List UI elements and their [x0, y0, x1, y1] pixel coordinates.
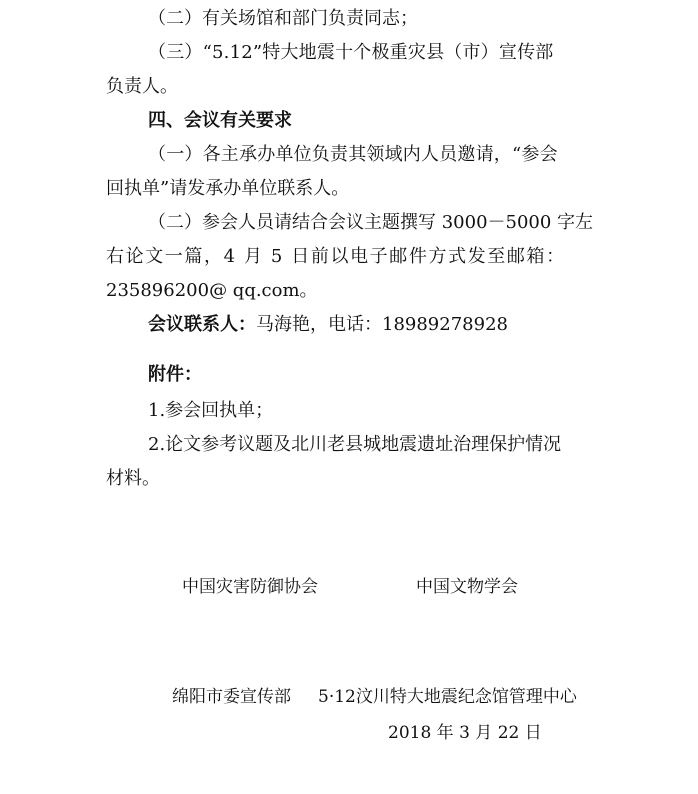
document-date: 2018 年 3 月 22 日 [388, 723, 542, 743]
attachment-item-2: 2.论文参考议题及北川老县城地震遗址治理保护情况 [148, 434, 562, 455]
attachment-item-2-cont: 材料。 [106, 468, 160, 489]
contact-text: 马海艳，电话：18989278928 [256, 314, 508, 335]
body-line-requirement-1-cont: 回执单”请发承办单位联系人。 [106, 178, 350, 199]
contact-label: 会议联系人： [148, 314, 256, 335]
signature-org-cultural-relics: 中国文物学会 [416, 577, 518, 597]
body-line-participants-2: （二）有关场馆和部门负责同志； [148, 8, 418, 29]
contact-line [148, 314, 508, 336]
signature-org-disaster-prevention: 中国灾害防御协会 [182, 577, 318, 597]
body-line-requirement-2: （二）参会人员请结合会议主题撰写 3000－5000 字左 [148, 212, 594, 233]
email-address: 235896200@ qq.com。 [106, 280, 318, 301]
body-line-requirement-1: （一）各主承办单位负责其领域内人员邀请，“参会 [148, 144, 558, 165]
body-line-requirement-2-cont: 右论文一篇，4 月 5 日前以电子邮件方式发至邮箱： [106, 246, 566, 267]
attachments-heading: 附件： [148, 364, 202, 385]
body-line-participants-3-cont: 负责人。 [106, 76, 178, 97]
signature-org-memorial-center: 5·12汶川特大地震纪念馆管理中心 [318, 687, 577, 707]
attachment-item-1: 1.参会回执单； [148, 400, 274, 421]
signature-org-mianyang-propaganda: 绵阳市委宣传部 [172, 687, 291, 707]
body-line-participants-3: （三）“5.12”特大地震十个极重灾县（市）宣传部 [148, 42, 554, 63]
section-heading-requirements: 四、会议有关要求 [148, 110, 292, 131]
